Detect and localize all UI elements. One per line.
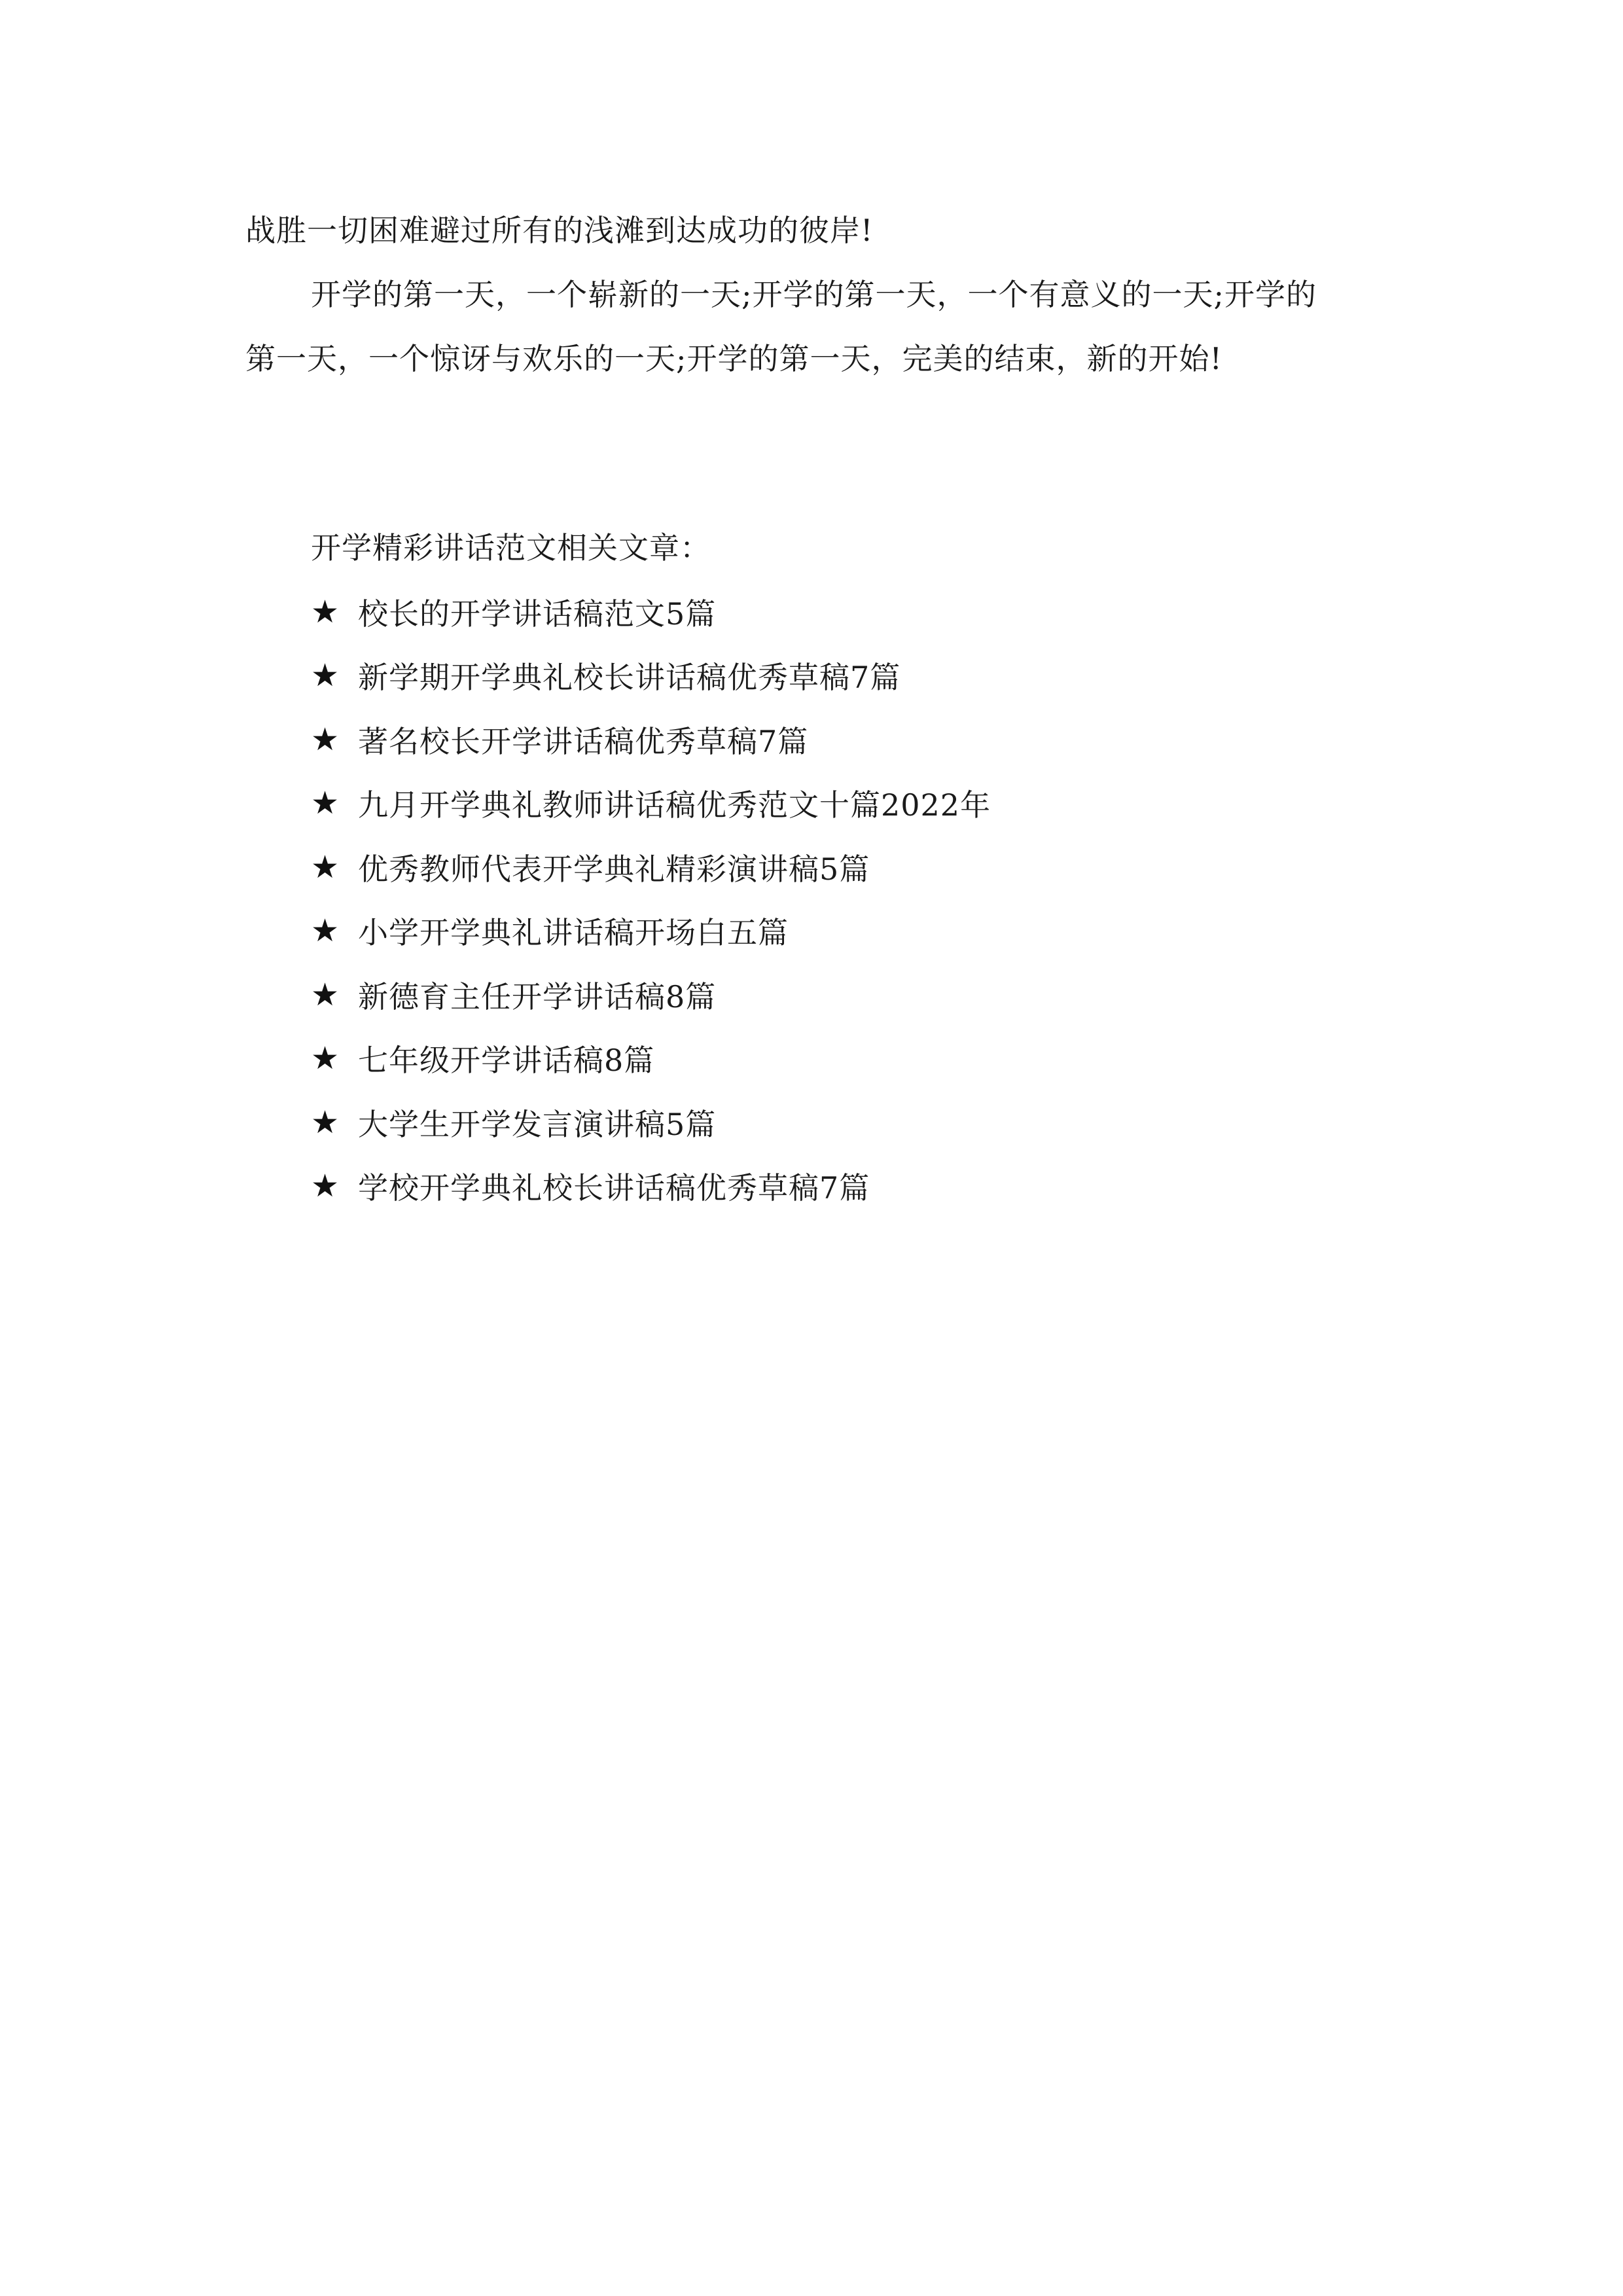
star-icon: ★ bbox=[311, 848, 340, 886]
related-articles-section bbox=[311, 516, 1423, 1218]
list-item bbox=[311, 772, 1423, 836]
list-item bbox=[311, 963, 1423, 1027]
paragraph-closing-line-2: 第一天，一个惊讶与欢乐的一天;开学的第一天，完美的结束，新的开始! bbox=[245, 341, 1222, 376]
star-icon: ★ bbox=[311, 1103, 340, 1141]
list-item bbox=[311, 835, 1423, 899]
star-icon: ★ bbox=[311, 1168, 340, 1205]
list-item bbox=[311, 1027, 1423, 1091]
star-icon: ★ bbox=[311, 912, 340, 950]
star-icon: ★ bbox=[311, 721, 340, 758]
related-article-link[interactable]: 学校开学典礼校长讲话稿优秀草稿7篇 bbox=[358, 1170, 870, 1206]
list-item bbox=[311, 644, 1423, 708]
related-article-link[interactable]: 大学生开学发言演讲稿5篇 bbox=[358, 1106, 717, 1142]
star-icon: ★ bbox=[311, 593, 340, 630]
star-icon: ★ bbox=[311, 785, 340, 822]
paragraph-closing-line-1: 开学的第一天，一个崭新的一天;开学的第一天，一个有意义的一天;开学的 bbox=[311, 277, 1317, 312]
list-item bbox=[311, 580, 1423, 644]
related-article-link[interactable]: 优秀教师代表开学典礼精彩演讲稿5篇 bbox=[358, 851, 870, 887]
related-article-link[interactable]: 九月开学典礼教师讲话稿优秀范文十篇2022年 bbox=[358, 787, 991, 823]
star-icon: ★ bbox=[311, 657, 340, 694]
related-article-link[interactable]: 新学期开学典礼校长讲话稿优秀草稿7篇 bbox=[358, 660, 901, 696]
related-articles-list bbox=[311, 580, 1423, 1218]
list-item bbox=[311, 1155, 1423, 1219]
paragraph-continuation: 战胜一切困难避过所有的浅滩到达成功的彼岸! bbox=[245, 213, 874, 248]
list-item bbox=[311, 1090, 1423, 1155]
related-article-link[interactable]: 校长的开学讲话稿范文5篇 bbox=[358, 596, 717, 632]
related-article-link[interactable]: 著名校长开学讲话稿优秀草稿7篇 bbox=[358, 723, 809, 759]
related-article-link[interactable]: 小学开学典礼讲话稿开场白五篇 bbox=[358, 915, 789, 951]
star-icon: ★ bbox=[311, 976, 340, 1013]
related-article-link[interactable]: 新德育主任开学讲话稿8篇 bbox=[358, 978, 717, 1014]
related-articles-heading: 开学精彩讲话范文相关文章： bbox=[311, 530, 711, 565]
list-item bbox=[311, 899, 1423, 963]
related-article-link[interactable]: 七年级开学讲话稿8篇 bbox=[358, 1043, 655, 1079]
star-icon: ★ bbox=[311, 1040, 340, 1077]
list-item bbox=[311, 708, 1423, 772]
